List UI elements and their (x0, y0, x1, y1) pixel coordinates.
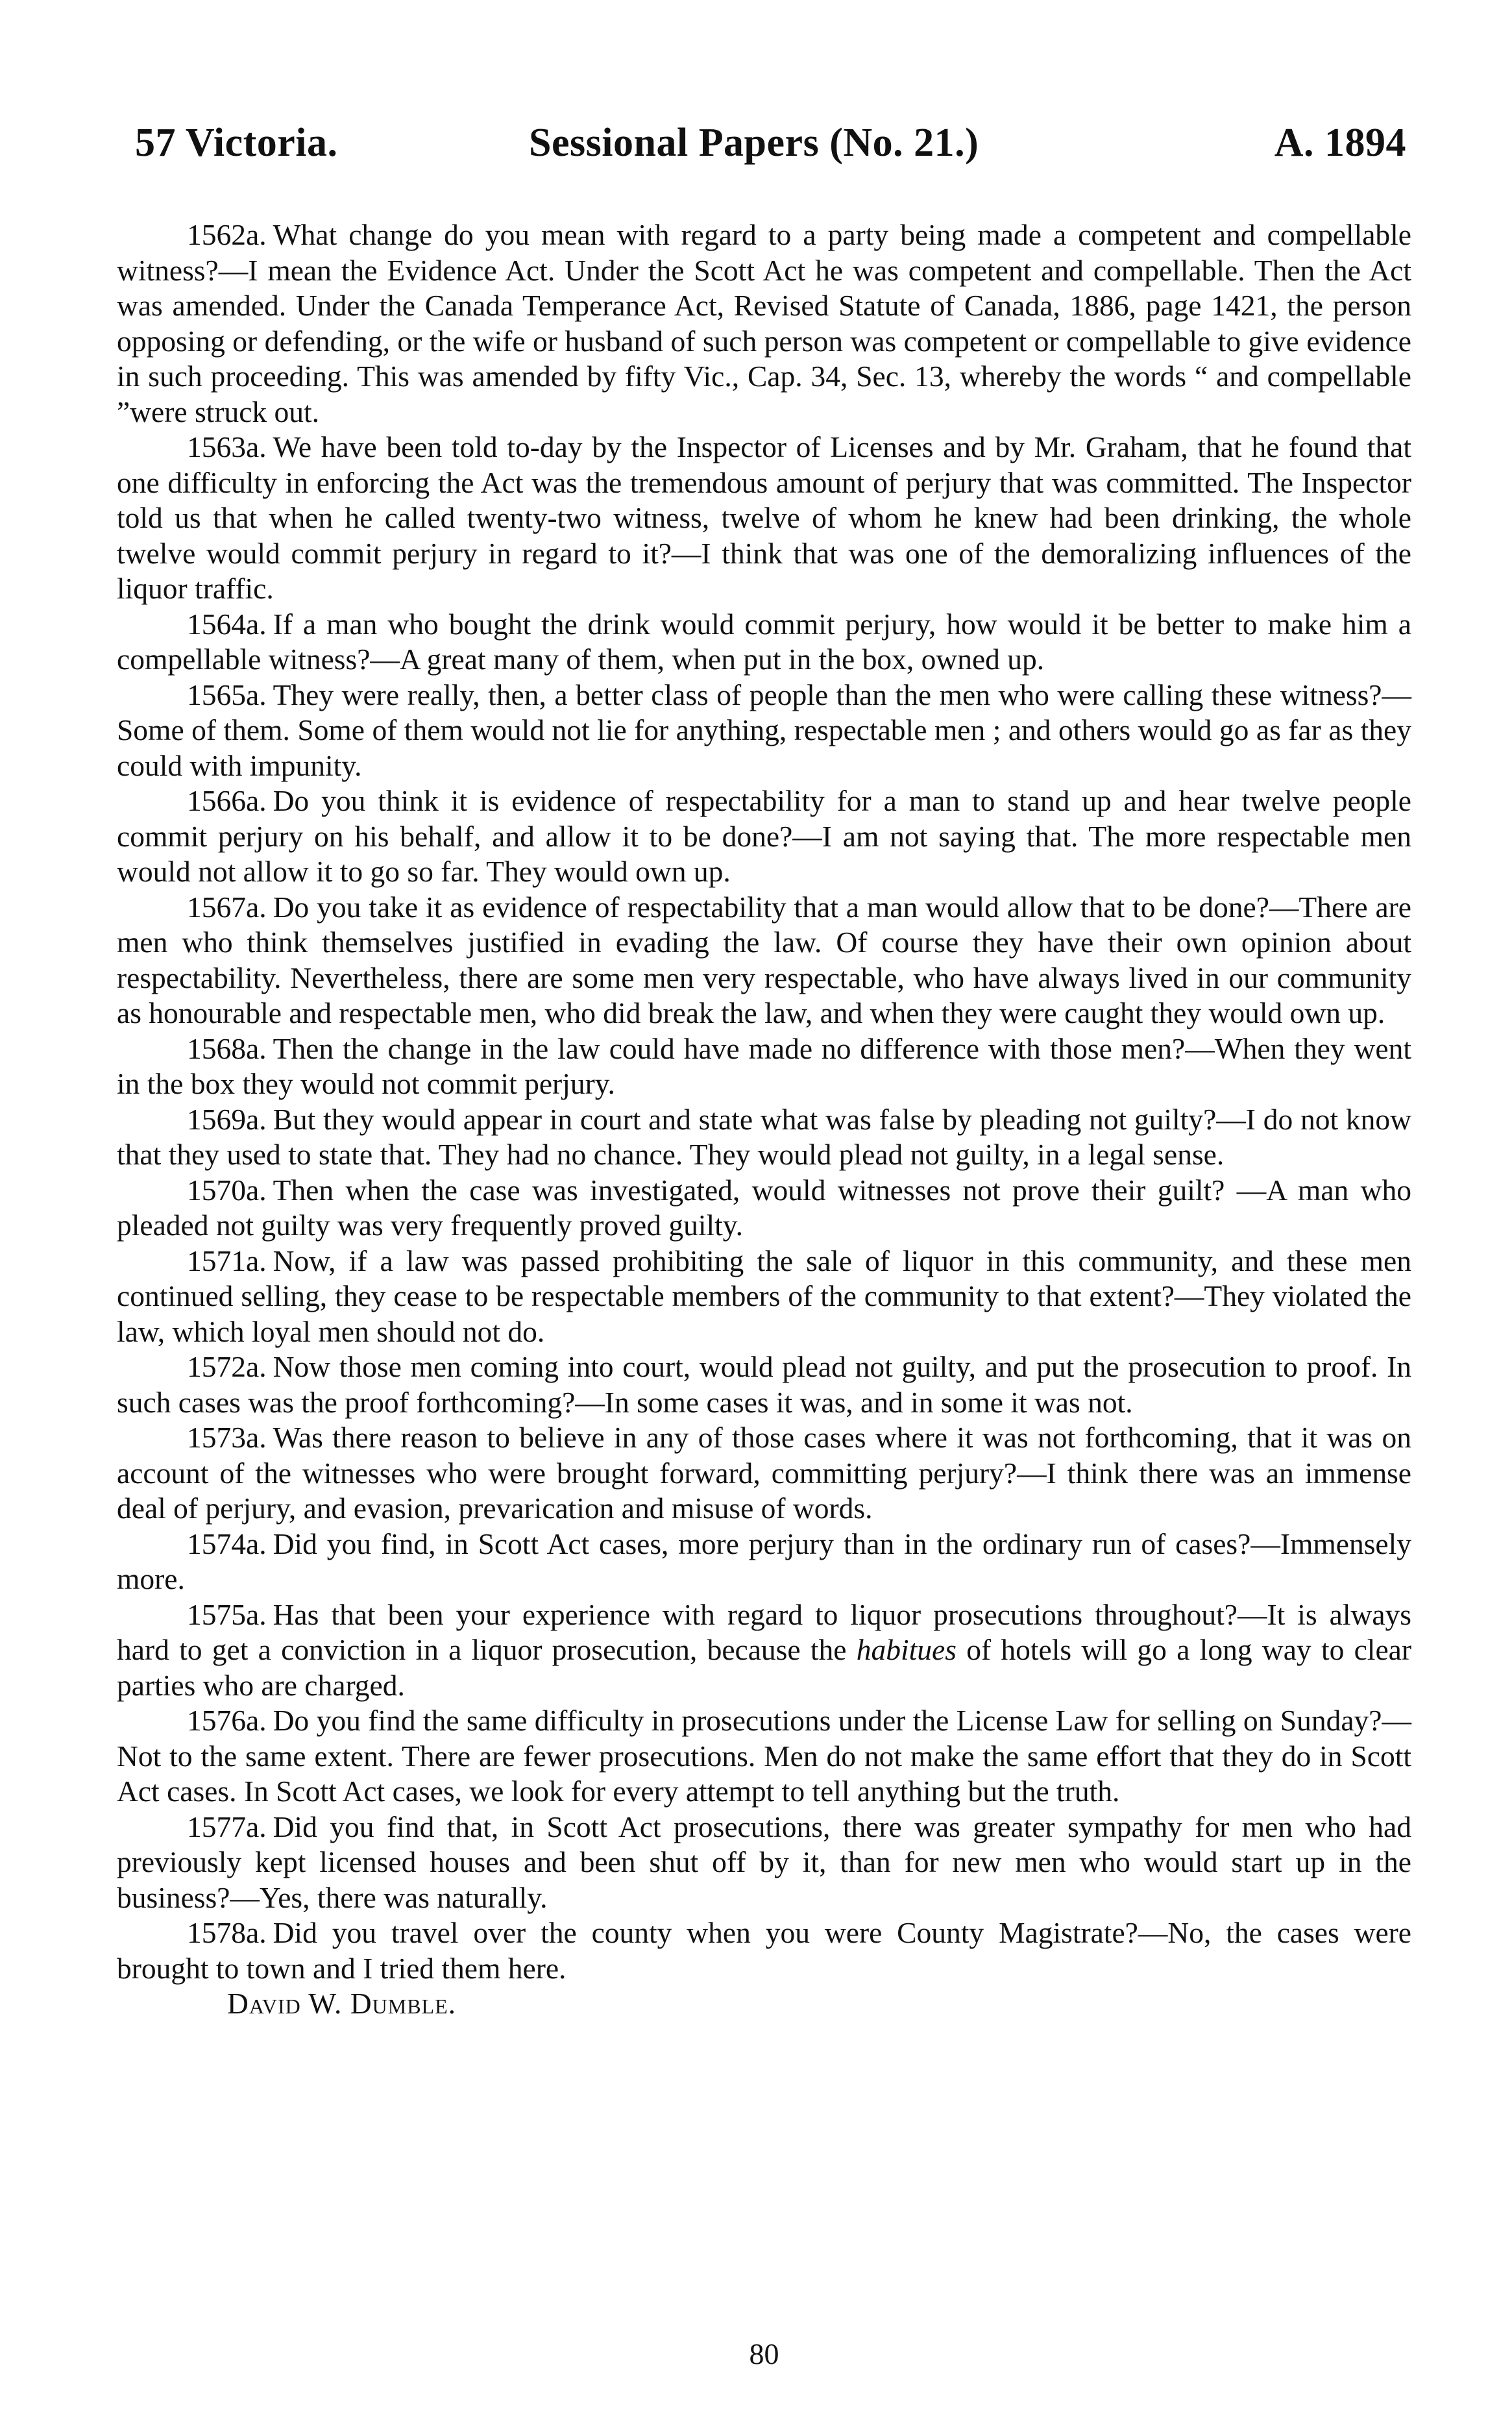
question-text: Did you find that, in Scott Act prosecutions, there was greater sympathy for men who had previously kept licensed houses and been shut off by it, than for new men who would start up in the business?—Yes, there was naturally. (117, 1810, 1411, 1914)
question-number: 1571a. (187, 1244, 267, 1277)
question-text: Then the change in the law could have made no difference with those men?—When they went in the box they would not commit perjury. (117, 1031, 1411, 1100)
question-paragraph (117, 1173, 1411, 1244)
question-paragraph (117, 430, 1411, 607)
running-header (117, 120, 1411, 178)
question-text: Do you think it is evidence of respectability for a man to stand up and hear twelve people commit perjury on his behalf, and allow it to be done?—I am not saying that. The more respectable men would not allow it to go so far. They would own up. (117, 784, 1411, 888)
question-number: 1565a. (187, 678, 267, 711)
question-text: Did you find, in Scott Act cases, more perjury than in the ordinary run of cases?—Immensely more. (117, 1527, 1411, 1595)
question-text: What change do you mean with regard to a party being made a competent and compellable witness?—I mean the Evidence Act. Under the Scott Act he was competent and compellable. Then the Act was amended. Under the Canada Temperance Act, Revised Statute of Canada, 1886, page 1421, the person opposing or defending, or the wife or husband of such person was competent or compellable to give evidence in such proceeding. This was amended by fifty Vic., Cap. 34, Sec. 13, whereby the words “ and compellable ”were struck out. (117, 218, 1411, 428)
question-text: But they would appear in court and state what was false by pleading not guilty?—I do not know that they used to state that. They had no chance. They would plead not guilty, in a legal sense. (117, 1102, 1411, 1171)
question-number: 1570a. (187, 1173, 267, 1207)
question-number: 1567a. (187, 890, 267, 924)
question-paragraph (117, 678, 1411, 784)
question-paragraph (117, 1102, 1411, 1173)
question-text: Do you take it as evidence of respectability that a man would allow that to be done?—There are men who think themselves justified in evading the law. Of course they have their own opinion about respectability. Nevertheless, there are some men very respectable, who have always lived in our community as honourable and respectable men, who did break the law, and when they were caught they would own up. (117, 890, 1411, 1029)
question-number: 1577a. (187, 1810, 267, 1843)
question-text: We have been told to-day by the Inspector of Licenses and by Mr. Graham, that he found that one difficulty in enforcing the Act was the tremendous amount of perjury that was committed. The Inspector told us that when he called twenty-two witness, twelve of whom he knew had been drinking, the whole twelve would commit perjury in regard to it?—I think that was one of the demoralizing influences of the liquor traffic. (117, 430, 1411, 605)
question-text: They were really, then, a better class of people than the men who were calling these witness?—Some of them. Some of them would not lie for anything, respectable men ; and others would go as far as they could with impunity. (117, 678, 1411, 782)
question-number: 1562a. (187, 218, 267, 251)
question-text-end: of hotels will go a long way to clear parties who are charged. (117, 1633, 1411, 1702)
header-title: Sessional Papers (No. 21.) (529, 121, 979, 165)
question-paragraph (117, 1703, 1411, 1810)
question-number: 1563a. (187, 430, 267, 463)
question-paragraph (117, 607, 1411, 678)
question-paragraph (117, 890, 1411, 1031)
question-text: Now, if a law was passed prohibiting the sale of liquor in this community, and these men continued selling, they cease to be respectable members of the community to that extent?—They violated the law, which loyal men should not do. (117, 1244, 1411, 1348)
question-paragraph (117, 1810, 1411, 1916)
question-text-italic: habitues (856, 1633, 957, 1666)
header-volume: 57 Victoria. (135, 121, 338, 165)
question-text: If a man who bought the drink would commit perjury, how would it be better to make him a compellable witness?—A great many of them, when put in the box, owned up. (117, 607, 1411, 676)
question-number: 1578a. (187, 1916, 267, 1949)
question-number: 1575a. (187, 1597, 267, 1631)
question-text-start: Has that been your experience with regard to liquor prosecutions throughout?—It is always hard to get a conviction in a liquor prosecution, because the (117, 1597, 1411, 1666)
question-paragraph (117, 1420, 1411, 1527)
question-number: 1576a. (187, 1704, 267, 1737)
question-paragraph (117, 217, 1411, 430)
question-paragraph (117, 1244, 1411, 1350)
question-number: 1568a. (187, 1031, 267, 1065)
question-paragraph (117, 1527, 1411, 1597)
witness-signature: David W. Dumble. (227, 1987, 457, 2020)
question-paragraph (117, 1915, 1411, 1986)
question-paragraph (117, 1349, 1411, 1420)
page-number: 80 (749, 2337, 779, 2370)
question-text: Did you travel over the county when you were County Magistrate?—No, the cases were brought to town and I tried them here. (117, 1916, 1411, 1985)
question-paragraph (117, 1031, 1411, 1102)
question-text: Do you find the same difficulty in prosecutions under the License Law for selling on Sunday?—Not to the same extent. There are fewer prosecutions. Men do not make the same effort that they do in Scott Act cases. In Scott Act cases, we look for every attempt to tell anything but the truth. (117, 1704, 1411, 1808)
question-text: Now those men coming into court, would plead not guilty, and put the prosecution to proof. In such cases was the proof forthcoming?—In some cases it was, and in some it was not. (117, 1350, 1411, 1419)
question-paragraph (117, 1597, 1411, 1704)
question-text: Then when the case was investigated, would witnesses not prove their guilt? —A man who pleaded not guilty was very frequently proved guilty. (117, 1173, 1411, 1242)
testimony-body (117, 217, 1411, 1986)
question-number: 1569a. (187, 1102, 267, 1136)
document-page (117, 120, 1411, 2379)
question-paragraph (117, 783, 1411, 890)
question-number: 1573a. (187, 1421, 267, 1454)
question-text: Was there reason to believe in any of those cases where it was not forthcoming, that it was on account of the witnesses who were brought forward, committing perjury?—I think there was an immense deal of perjury, and evasion, prevarication and misuse of words. (117, 1421, 1411, 1525)
question-number: 1564a. (187, 607, 267, 641)
question-number: 1574a. (187, 1527, 267, 1560)
question-number: 1566a. (187, 784, 267, 817)
header-year: A. 1894 (1274, 121, 1406, 165)
question-number: 1572a. (187, 1350, 267, 1383)
